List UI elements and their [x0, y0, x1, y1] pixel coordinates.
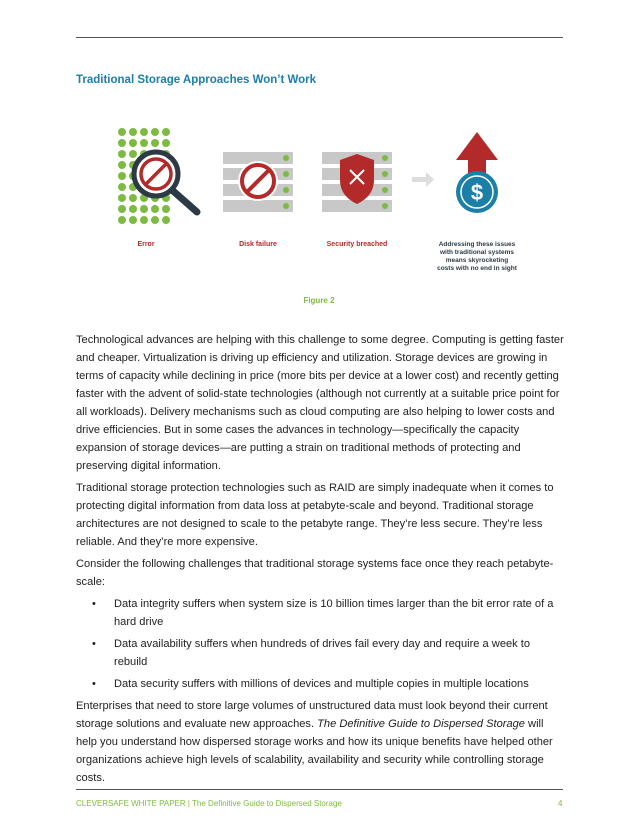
label-error: Error	[137, 241, 155, 248]
grid-dot	[140, 205, 148, 213]
body-text	[76, 331, 564, 791]
grid-dot	[129, 128, 137, 136]
grid-dot	[129, 139, 137, 147]
list-item	[76, 675, 564, 693]
list-item-text: Data security suffers with millions of devices and multiple copies in multiple locations	[114, 678, 529, 690]
grid-dot	[162, 139, 170, 147]
grid-dot	[118, 183, 126, 191]
grid-dot	[129, 194, 137, 202]
paragraph-2: Traditional storage protection technologies such as RAID are simply inadequate when it comes to protecting digital information from data loss at petabyte-scale and beyond. Traditional storage architectures are not designed to scale to the petabyte range. They’re less secure. They’re less reliable. And they’re more expensive.	[76, 482, 554, 548]
section-title: Traditional Storage Approaches Won’t Work	[76, 74, 317, 86]
security-breached-servers-icon	[322, 152, 392, 212]
grid-dot	[129, 216, 137, 224]
label-addressing-2: with traditional systems	[439, 249, 515, 256]
page-number: 4	[558, 799, 563, 808]
grid-dot	[118, 139, 126, 147]
grid-dot	[118, 216, 126, 224]
grid-dot	[118, 205, 126, 213]
footer-title: CLEVERSAFE WHITE PAPER | The Definitive Guide to Dispersed Storage	[76, 799, 342, 808]
guide-title: The Definitive Guide to Dispersed Storage	[317, 718, 525, 730]
label-addressing-3: means skyrocketing	[445, 257, 509, 264]
grid-dot	[140, 139, 148, 147]
paragraph-4-start: Enterprises that need to store large volumes of unstructured data must look beyond their current storage solutions and evaluate new approaches.	[76, 700, 548, 730]
figure-caption: Figure 2	[303, 296, 335, 305]
header-rule	[76, 37, 563, 38]
label-disk-failure: Disk failure	[239, 241, 277, 248]
grid-dot	[118, 172, 126, 180]
footer-rule	[76, 789, 563, 790]
grid-dot	[118, 194, 126, 202]
grid-dot	[151, 128, 159, 136]
grid-dot	[118, 161, 126, 169]
paragraph-1: Technological advances are helping with this challenge to some degree. Computing is getting faster and cheaper. Virtualization is driving up efficiency and utilization. Storage devices are growing in terms of capacity while declining in price (more bits per device at a lower cost) and recently getting faster with the advent of solid-state technologies (although not currently at a suitable price point for all workloads). Delivery mechanisms such as cloud computing are also helping to lower costs and drive efficiencies. But in some cases the advances in technology—specifically the capacity expansion of storage devices—are putting a strain on traditional methods of protecting and preserving digital information.	[76, 334, 564, 472]
bullet-marker: •	[92, 638, 96, 650]
list-item	[76, 595, 564, 631]
grid-dot	[129, 205, 137, 213]
label-addressing-4: costs with no end in sight	[437, 265, 517, 272]
grid-dot	[151, 216, 159, 224]
magnifier-icon	[134, 152, 197, 212]
grid-dot	[140, 216, 148, 224]
paragraph-4-end: will help you understand how dispersed storage works and how its unique benefits have helped other organizations achieve high levels of scalability, availability and security while controlling storage costs.	[76, 718, 553, 784]
grid-dot	[162, 216, 170, 224]
paragraph-3: Consider the following challenges that traditional storage systems face once they reach petabyte-scale:	[76, 558, 554, 588]
list-item-text: Data availability suffers when hundreds of drives fail every day and require a week to rebuild	[114, 638, 531, 668]
grid-dot	[162, 128, 170, 136]
dollar-sign: $	[470, 180, 484, 205]
grid-dot	[129, 150, 137, 158]
grid-dot	[118, 150, 126, 158]
list-item	[76, 635, 564, 671]
bullet-marker: •	[92, 598, 96, 610]
grid-dot	[118, 128, 126, 136]
label-security-breached: Security breached	[326, 241, 388, 248]
label-addressing-1: Addressing these issues	[438, 241, 516, 248]
disk-failure-servers-icon	[223, 152, 293, 212]
grid-dot	[151, 205, 159, 213]
rising-cost-icon	[456, 132, 498, 213]
figure-2-illustration	[100, 118, 540, 290]
grid-dot	[151, 139, 159, 147]
list-item-text: Data integrity suffers when system size is 10 billion times larger than the bit error rate of a hard drive	[114, 598, 554, 628]
grid-dot	[162, 205, 170, 213]
bullet-marker: •	[92, 678, 96, 690]
challenge-list	[76, 595, 564, 693]
paragraph-4	[76, 697, 564, 787]
grid-dot	[140, 128, 148, 136]
right-arrow-icon	[412, 172, 434, 187]
